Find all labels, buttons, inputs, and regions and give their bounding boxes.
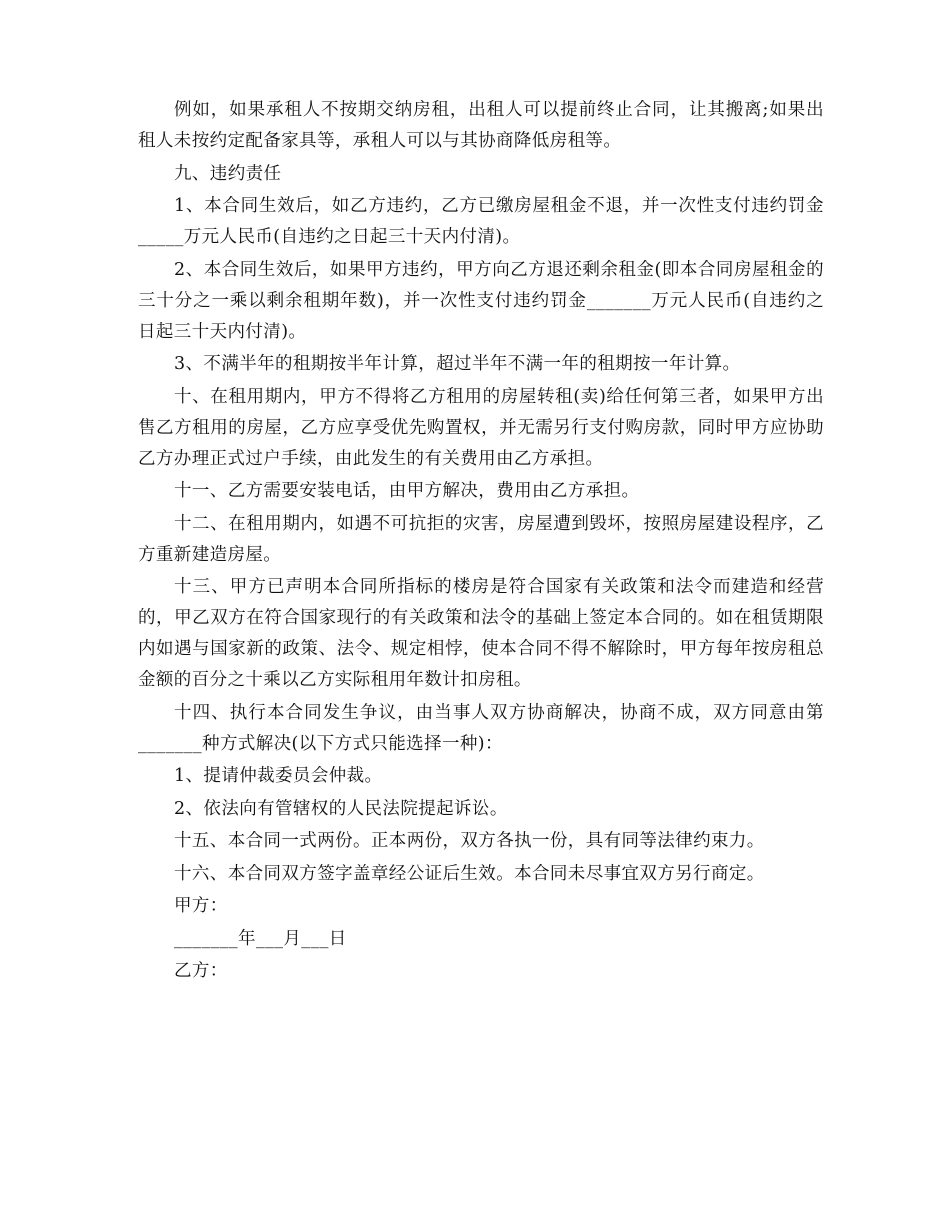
clause-13: 十三、甲方已声明本合同所指标的楼房是符合国家有关政策和法令而建造和经营的，甲乙双方在符合国家现行的有关政策和法令的基础上签定本合同的。如在租赁期限内如遇与国家新的政策、法令、规定相悖，使本合同不得不解除时，甲方每年按房租总金额的百分之十乘以乙方实际租用年数计扣房租。 bbox=[138, 577, 824, 690]
clause-9-2: 2、本合同生效后，如果甲方违约，甲方向乙方退还剩余租金(即本合同房屋租金的三十分之一乘以剩余租期年数)，并一次性支付违约罚金_______万元人民币(自违约之日起三十天内付清)。 bbox=[138, 259, 824, 342]
clause-16: 十六、本合同双方签字盖章经公证后生效。本合同未尽事宜双方另行商定。 bbox=[174, 863, 765, 884]
contract-body bbox=[138, 95, 824, 989]
clause-9-1: 1、本合同生效后，如乙方违约，乙方已缴房屋租金不退，并一次性支付违约罚金_____万元人民币(自违约之日起三十天内付清)。 bbox=[138, 196, 824, 247]
clause-14-option-1: 1、提请仲裁委员会仲裁。 bbox=[174, 766, 383, 786]
clause-11: 十一、乙方需要安装电话，由甲方解决，费用由乙方承担。 bbox=[174, 481, 640, 501]
party-b-signature-label: 乙方： bbox=[174, 961, 228, 981]
party-a-signature-label: 甲方： bbox=[174, 896, 228, 916]
heading-breach-liability: 九、违约责任 bbox=[174, 163, 282, 184]
clause-12: 十二、在租用期内，如遇不可抗拒的灾害，房屋遭到毁坏，按照房屋建设程序，乙方重新建造房屋。 bbox=[138, 513, 824, 565]
clause-9-3: 3、不满半年的租期按半年计算，超过半年不满一年的租期按一年计算。 bbox=[174, 354, 741, 374]
clause-14: 十四、执行本合同发生争议，由当事人双方协商解决，协商不成，双方同意由第_______种方式解决(以下方式只能选择一种)： bbox=[138, 702, 824, 754]
clause-15: 十五、本合同一式两份。正本两份，双方各执一份，具有同等法律约束力。 bbox=[174, 831, 765, 851]
clause-14-option-2: 2、依法向有管辖权的人民法院提起诉讼。 bbox=[174, 798, 508, 819]
paragraph-termination-example: 例如，如果承租人不按期交纳房租，出租人可以提前终止合同，让其搬离;如果出租人未按约定配备家具等，承租人可以与其协商降低房租等。 bbox=[138, 100, 824, 151]
signature-date-line: _______年___月___日 bbox=[174, 928, 347, 949]
clause-10: 十、在租用期内，甲方不得将乙方租用的房屋转租(卖)给任何第三者，如果甲方出售乙方租用的房屋，乙方应享受优先购置权，并无需另行支付购房款，同时甲方应协助乙方办理正式过户手续，由此发生的有关费用由乙方承担。 bbox=[138, 386, 824, 469]
